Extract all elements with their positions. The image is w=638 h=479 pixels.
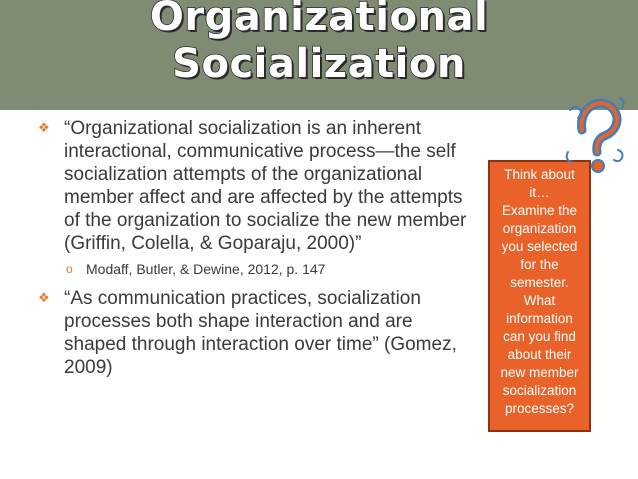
title-line-1: Organizational bbox=[149, 0, 489, 40]
bullet-2 bbox=[38, 287, 478, 379]
bullet-1 bbox=[38, 117, 478, 255]
bullet-glyph-icon: ❖ bbox=[38, 290, 50, 305]
callout-lead: Think about it… bbox=[504, 167, 575, 200]
bullet-2-text: “As communication practices, socialization processes both shape interaction and are shaped through interaction over time” (Gomez, 2009) bbox=[64, 288, 457, 378]
title-line-2: Socialization bbox=[172, 41, 466, 87]
bullet-glyph-icon: ❖ bbox=[38, 120, 50, 135]
think-about-it-callout bbox=[488, 160, 591, 432]
circle-bullet-icon: o bbox=[66, 262, 73, 276]
callout-body: Examine the organization you selected for the semester. What information can you find about their new member socialization processes? bbox=[500, 203, 579, 416]
slide-title bbox=[0, 0, 638, 88]
slide-content bbox=[38, 117, 478, 383]
sub-bullet-1-text: Modaff, Butler, & Dewine, 2012, p. 147 bbox=[86, 261, 326, 277]
bullet-1-text: “Organizational socialization is an inherent interactional, communicative process—the self socialization attempts of the organizational member affect and are affected by the attempts of the organization to socialize the new member (Griffin, Colella, & Goparaju, 2000)” bbox=[64, 118, 467, 254]
question-mark-swirl-icon bbox=[560, 90, 632, 185]
sub-bullet-1 bbox=[38, 259, 478, 279]
